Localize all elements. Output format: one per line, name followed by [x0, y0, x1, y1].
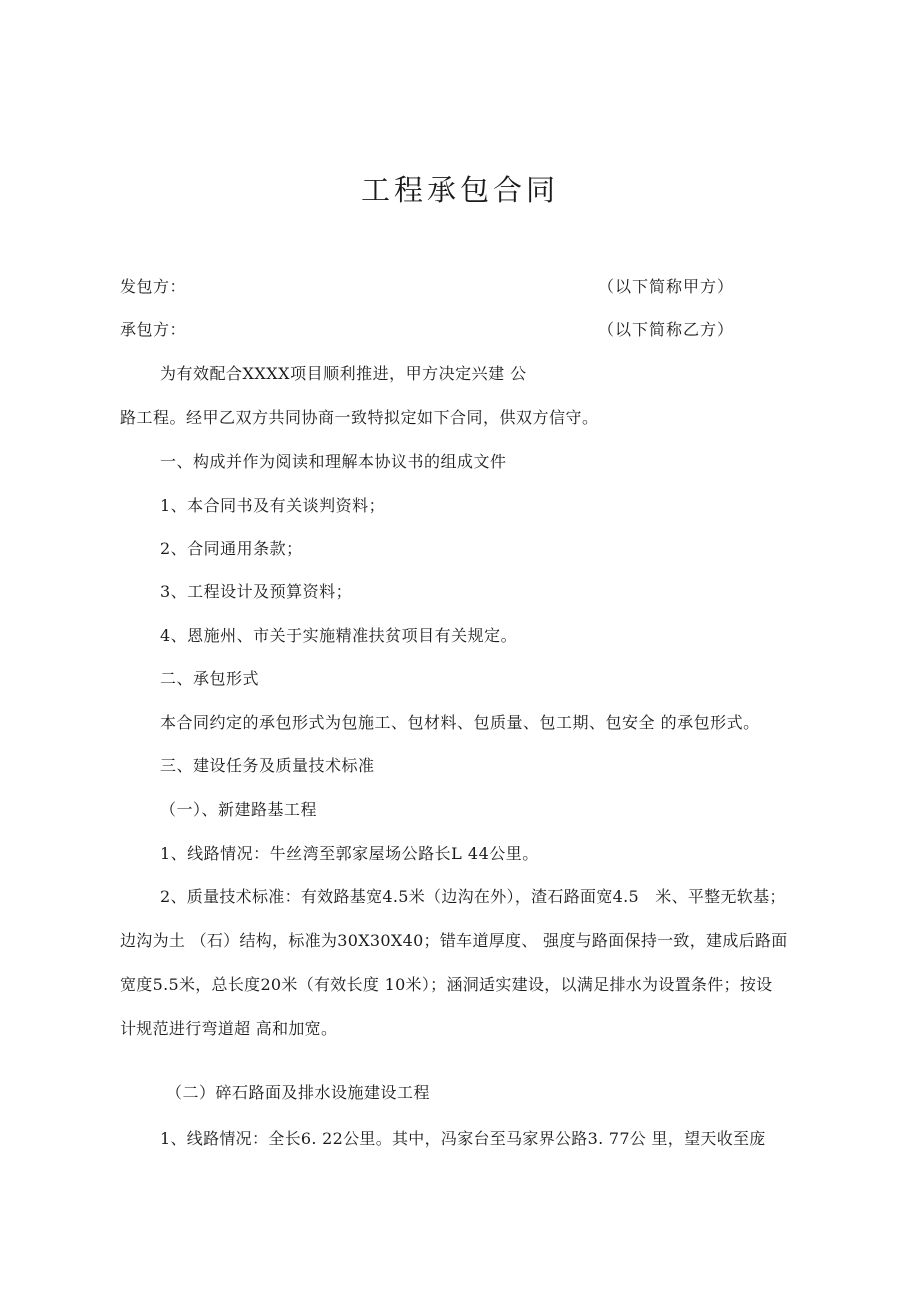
list-item: 3、工程设计及预算资料；: [160, 582, 353, 601]
quality-standard-line-3: 宽度5.5米，总长度20米（有效长度 10米）；涵洞适实建设，以满足排水为设置条件；按设: [120, 975, 773, 994]
list-item: 1、本合同书及有关谈判资料；: [160, 496, 386, 515]
quality-standard-line-4: 计规范进行弯道超 高和加宽。: [120, 1019, 338, 1038]
section-heading-3: 三、建设任务及质量技术标准: [160, 756, 375, 775]
intro-paragraph-line-2: 路工程。经甲乙双方共同协商一致特拟定如下合同，供双方信守。: [120, 408, 599, 427]
quality-standard-line-1: 2、质量技术标准：有效路基宽4.5米（边沟在外），渣石路面宽4.5 米、平整无软基；: [160, 887, 786, 906]
section-heading-2: 二、承包形式: [160, 669, 260, 688]
subsection-heading-2: （二）碎石路面及排水设施建设工程: [166, 1083, 431, 1102]
party-a-note: （以下简称甲方）: [598, 277, 735, 296]
party-b-label: 承包方：: [120, 320, 187, 339]
list-item: 4、恩施州、市关于实施精准扶贫项目有关规定。: [160, 626, 518, 645]
contract-form-paragraph: 本合同约定的承包形式为包施工、包材料、包质量、包工期、包安全 的承包形式。: [160, 713, 760, 732]
party-a-label: 发包方：: [120, 277, 187, 296]
subsection-heading-1: （一）、新建路基工程: [160, 800, 318, 819]
intro-paragraph-line-1: 为有效配合XXXX项目顺利推进，甲方决定兴建 公: [160, 364, 527, 383]
list-item: 1、线路情况：全长6. 22公里。其中，冯家台至马家界公路3. 77公 里，望天收至庞: [160, 1129, 766, 1148]
quality-standard-line-2: 边沟为土 （石）结构，标准为30X30X40；错车道厚度、 强度与路面保持一致，建成后路面: [120, 931, 788, 950]
list-item: 1、线路情况：牛丝湾至郭家屋场公路长L 44公里。: [160, 844, 539, 863]
document-title: 工程承包合同: [360, 173, 559, 207]
list-item: 2、合同通用条款；: [160, 539, 303, 558]
section-heading-1: 一、构成并作为阅读和理解本协议书的组成文件: [160, 452, 507, 471]
party-b-note: （以下简称乙方）: [598, 320, 735, 339]
